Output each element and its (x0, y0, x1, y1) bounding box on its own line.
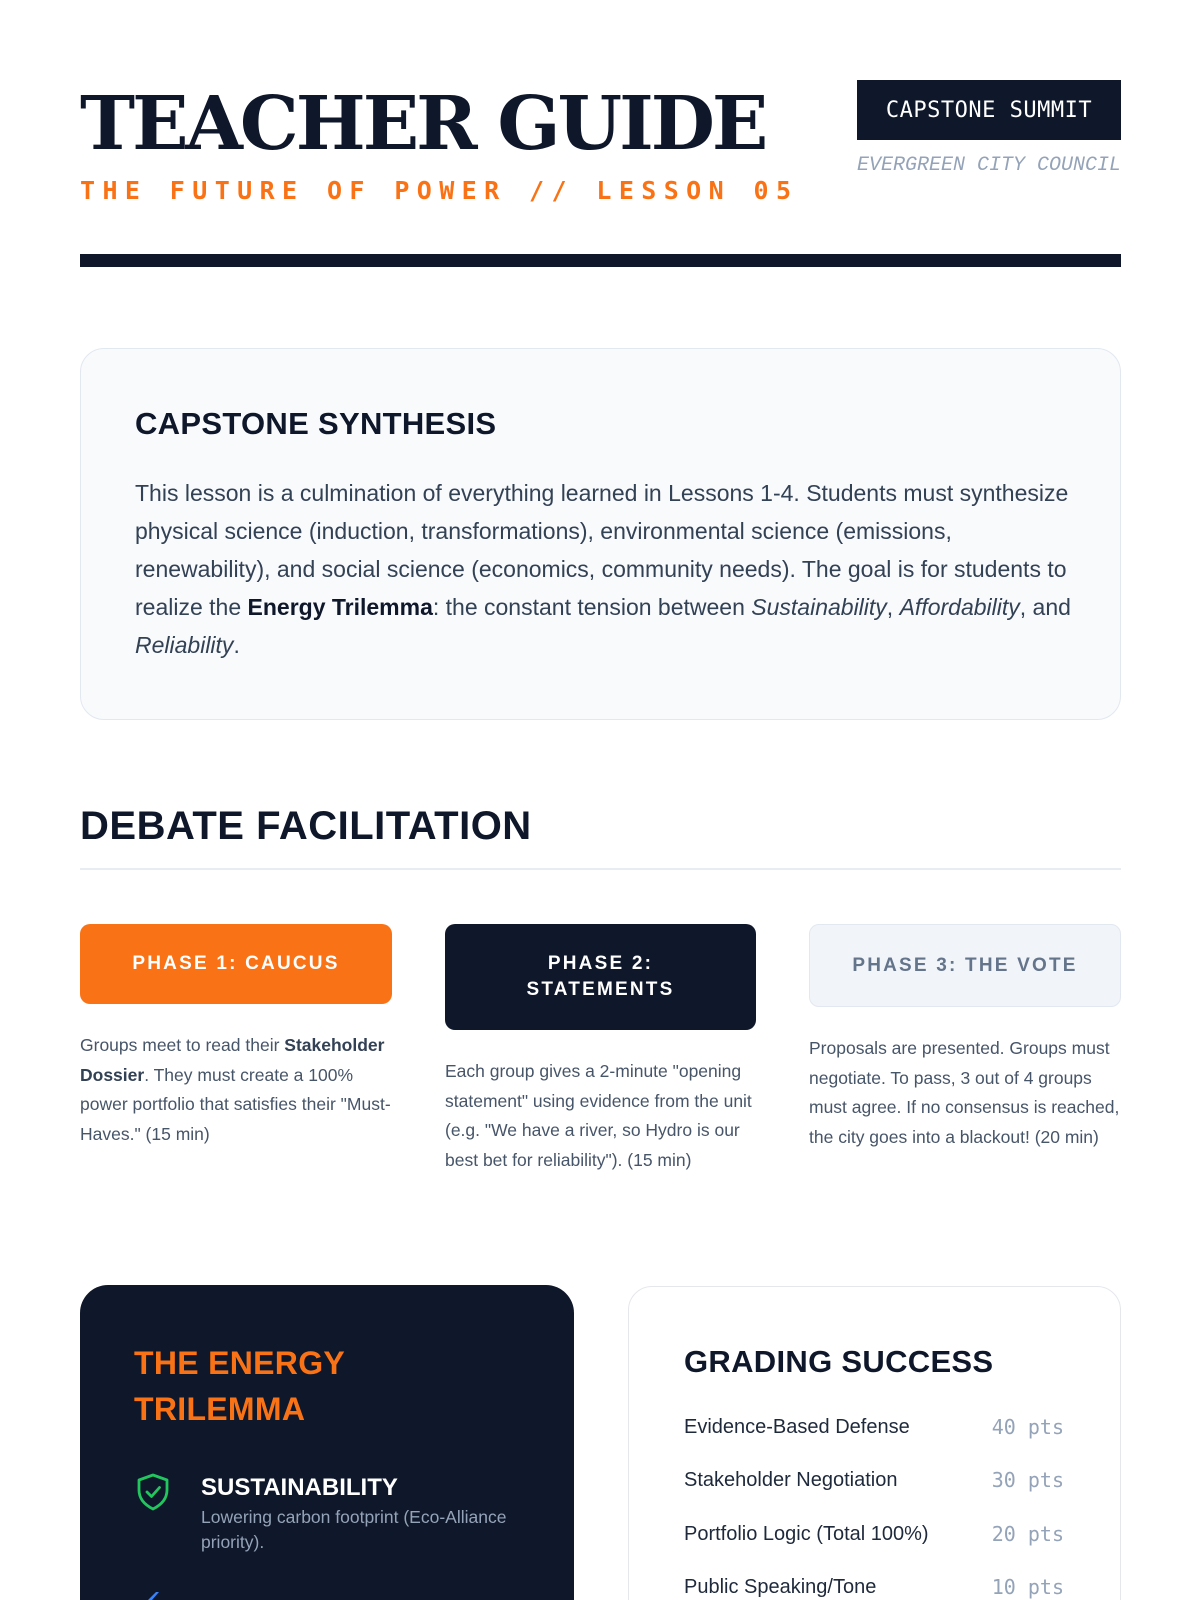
page-title: TEACHER GUIDE (80, 81, 766, 167)
grading-row (684, 1464, 1064, 1496)
synthesis-intro-text: This lesson is a culmination of everything learned in Lessons 1-4. Students must synthesize physical science (induction, transformations), environmental science (emissions, renewability), and social science (economics, community needs). The goal is for students to realize the (135, 480, 1069, 620)
sustainability-title: SUSTAINABILITY (201, 1474, 398, 1501)
phase-1-desc-before: Groups meet to read their (80, 1035, 285, 1055)
shield-check-icon (136, 1473, 170, 1511)
synthesis-period: . (233, 632, 240, 658)
phase-1-description (80, 1031, 392, 1149)
trilemma-heading: THE ENERGY TRILEMMA (134, 1345, 345, 1427)
energy-trilemma-term: Energy Trilemma (247, 594, 433, 620)
council-label: EVERGREEN CITY COUNCIL (857, 154, 1122, 177)
grading-points: 20 pts (991, 1522, 1064, 1546)
grading-card (628, 1286, 1121, 1600)
header-divider (80, 254, 1121, 267)
stakeholder-dossier-term: Stakeholder Dossier (80, 1035, 385, 1085)
phase-1-desc-after: . They must create a 100% power portfolio that satisfies their "Must-Haves." (15 min) (80, 1064, 391, 1144)
phase-2-label: PHASE 2: STATEMENTS (526, 953, 675, 1000)
affordability-term: Affordability (899, 594, 1020, 620)
grading-criterion: Portfolio Logic (Total 100%) (684, 1522, 929, 1545)
grading-row (684, 1411, 1064, 1443)
synthesis-heading: CAPSTONE SYNTHESIS (135, 406, 497, 441)
grading-row (684, 1571, 1064, 1600)
phase-1-caucus-tab[interactable]: PHASE 1: CAUCUS (80, 924, 392, 1004)
synthesis-separator: , and (1019, 594, 1071, 620)
debate-divider (80, 868, 1121, 870)
grading-points: 40 pts (991, 1415, 1064, 1439)
phase-2-statements-tab[interactable] (445, 924, 756, 1030)
bolt-icon (146, 1592, 162, 1600)
phase-3-description: Proposals are presented. Groups must negotiate. To pass, 3 out of 4 groups must agree. If no consensus is reached, the city goes into a blackout! (20 min) (809, 1038, 1120, 1147)
sustainability-description: Lowering carbon footprint (Eco-Alliance priority). (201, 1507, 507, 1552)
synthesis-body (135, 474, 1075, 664)
debate-heading: DEBATE FACILITATION (80, 804, 532, 848)
phase-3-vote-tab[interactable]: PHASE 3: THE VOTE (809, 924, 1121, 1007)
synthesis-separator: , (886, 594, 900, 620)
sustainability-term: Sustainability (751, 594, 887, 620)
grading-row (684, 1518, 1064, 1550)
reliability-term: Reliability (135, 632, 234, 658)
grading-criterion: Public Speaking/Tone (684, 1575, 877, 1598)
grading-criterion: Stakeholder Negotiation (684, 1468, 898, 1491)
grading-points: 30 pts (991, 1468, 1064, 1492)
capstone-summit-badge: CAPSTONE SUMMIT (857, 80, 1121, 140)
page-subtitle: THE FUTURE OF POWER // LESSON 05 (80, 176, 799, 205)
grading-criterion: Evidence-Based Defense (684, 1415, 910, 1438)
synthesis-tension-text: : the constant tension between (432, 594, 752, 620)
phase-2-description: Each group gives a 2-minute "opening statement" using evidence from the unit (e.g. "We have a river, so Hydro is our best bet for reliability"). (15 min) (445, 1061, 752, 1170)
grading-points: 10 pts (991, 1575, 1064, 1599)
grading-heading: GRADING SUCCESS (684, 1344, 994, 1379)
